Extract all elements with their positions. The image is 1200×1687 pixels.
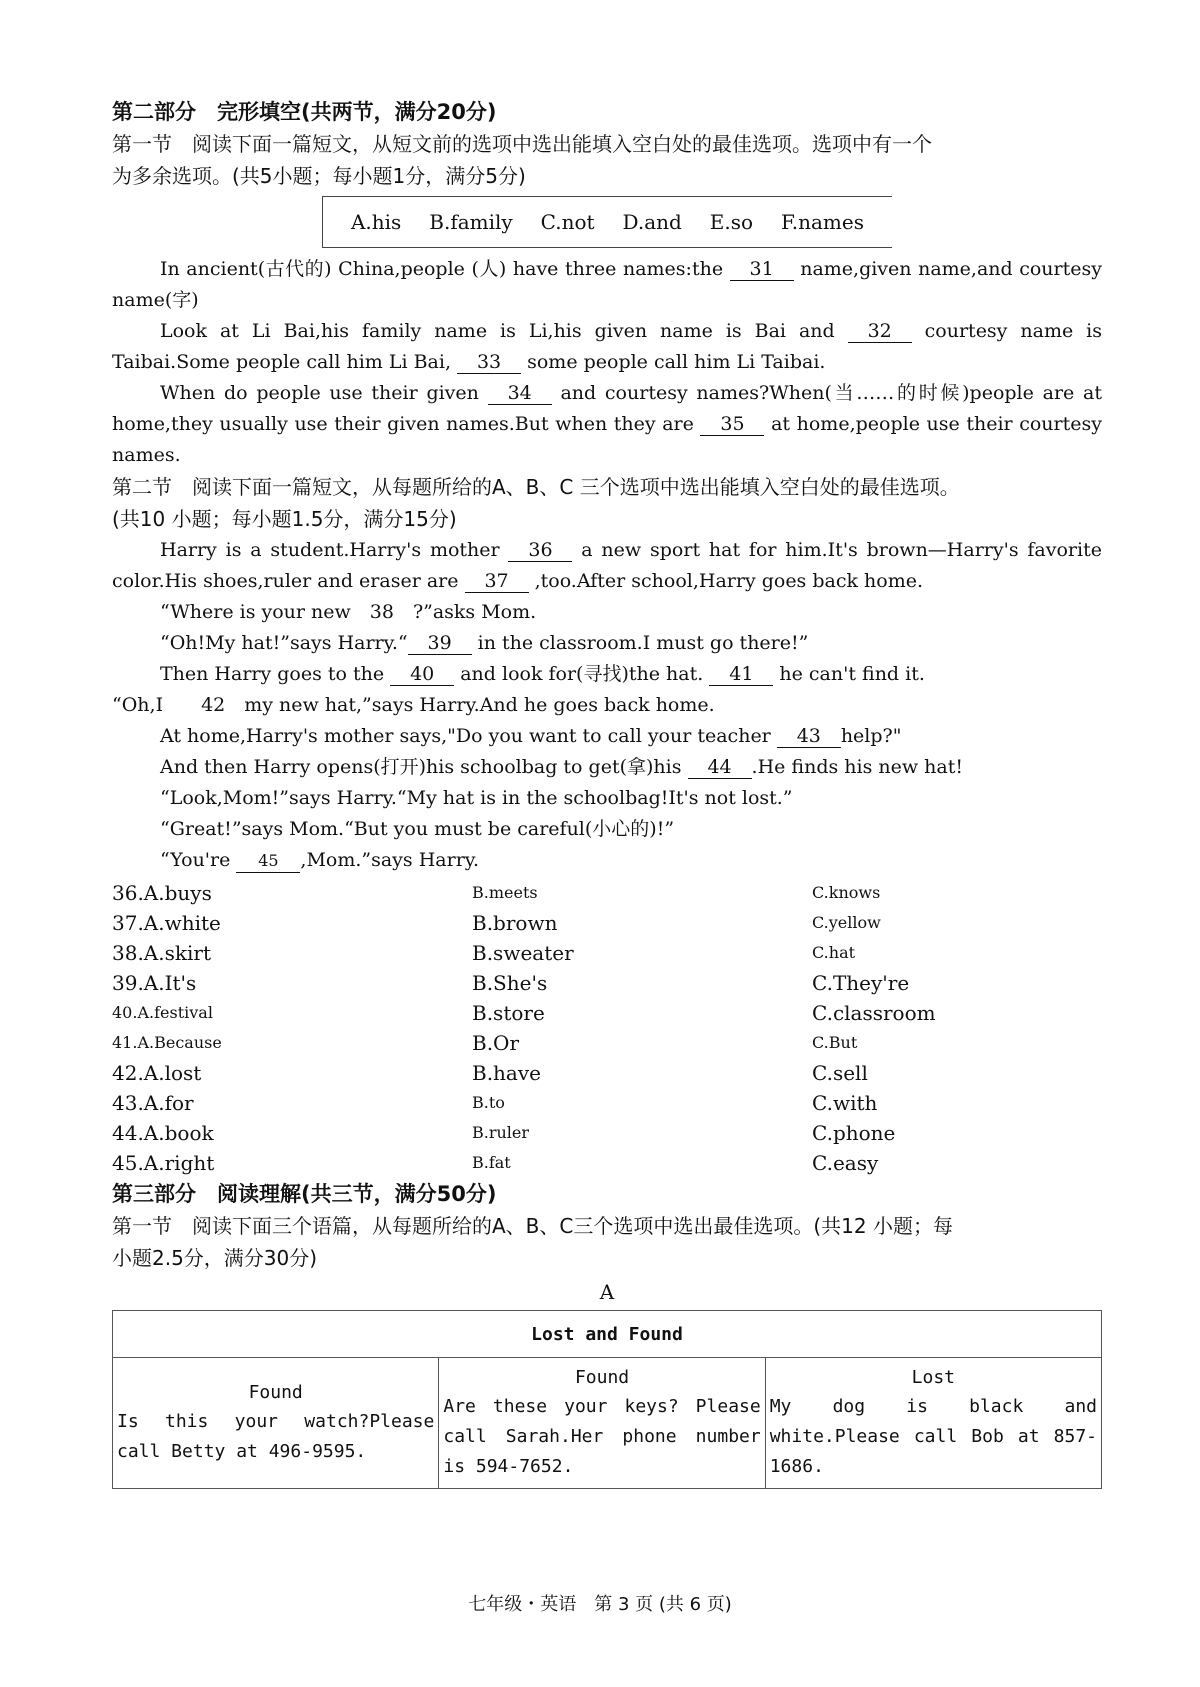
- choice-row: 36.A.buys B.meets C.knows: [112, 881, 881, 905]
- notice-cell: [765, 1358, 1101, 1489]
- notice-type: Lost: [911, 1367, 956, 1388]
- passage2-line-40: Then Harry goes to the 40 and look for(寻找)the hat. 41 he can't find it.: [160, 663, 925, 685]
- option-d: D.and: [622, 210, 682, 234]
- choice-row: 39.A.It's B.She's C.They're: [112, 971, 910, 995]
- table-title: Lost and Found: [113, 1311, 1102, 1358]
- choice-row: 38.A.skirt B.sweater C.hat: [112, 941, 856, 965]
- passage2-line-43: At home,Harry's mother says,"Do you want to call your teacher 43 help?": [160, 725, 902, 747]
- passage2-line-great: “Great!”says Mom.“But you must be careful(小心的)!”: [160, 818, 675, 840]
- passage1-paragraph2: Look at Li Bai,his family name is Li,his given name is Bai and 32 courtesy name is Taibai.Some people call him Li Bai, 33 some people call him Li Taibai.: [112, 320, 1103, 373]
- passage2-line-42: “Oh,I 42 my new hat,”says Harry.And he goes back home.: [112, 694, 715, 716]
- blank-33: 33: [457, 351, 521, 374]
- notice-cell: [439, 1358, 765, 1489]
- notice-text: Is this your watch?Please call Betty at 496-9595.: [117, 1411, 435, 1462]
- choice-row: 43.A.for B.to C.with: [112, 1091, 878, 1115]
- part3-section1-instruction-line2: 小题2.5分，满分30分): [112, 1246, 318, 1270]
- passage2-paragraph1: Harry is a student.Harry's mother 36 a new sport hat for him.It's brown—Harry's favorite color.His shoes,ruler and eraser are 37 ,too.After school,Harry goes back home.: [112, 539, 1102, 592]
- notice-type: Found: [248, 1382, 303, 1403]
- passage1-paragraph1: In ancient(古代的) China,people (人) have three names:the 31 name,given name,and courtesy name(字): [112, 258, 1102, 311]
- part3-title: 第三部分 阅读理解(共三节，满分50分): [112, 1182, 497, 1206]
- option-a: A.his: [350, 210, 402, 234]
- blank-44: 44: [688, 756, 752, 779]
- passage-label: A: [599, 1280, 615, 1304]
- blank-45: 45: [236, 850, 300, 873]
- part2-section2-instruction-line2: (共10 小题；每小题1.5分，满分15分): [112, 507, 457, 531]
- choice-row: 37.A.white B.brown C.yellow: [112, 911, 881, 935]
- blank-41: 41: [709, 663, 773, 686]
- passage2-line-39: “Oh!My hat!”says Harry.“ 39 in the classroom.I must go there!”: [160, 632, 809, 654]
- blank-32: 32: [848, 320, 912, 343]
- option-e: E.so: [709, 210, 754, 234]
- part2-title: 第二部分 完形填空(共两节，满分20分): [112, 100, 497, 124]
- choice-row: 44.A.book B.ruler C.phone: [112, 1121, 896, 1145]
- notice-text: My dog is black and white.Please call Bob at 857-1686.: [769, 1396, 1097, 1477]
- part2-section2-instruction-line1: 第二节 阅读下面一篇短文，从每题所给的A、B、C 三个选项中选出能填入空白处的最佳选项。: [112, 475, 960, 499]
- blank-34: 34: [488, 382, 552, 405]
- blank-31: 31: [730, 258, 794, 281]
- word-options-box: [322, 196, 892, 248]
- answer-choices: [112, 878, 1102, 1178]
- page-footer: 七年级・英语 第 3 页 (共 6 页): [468, 1594, 732, 1615]
- notice-cell: [113, 1358, 439, 1489]
- blank-39: 39: [408, 632, 472, 655]
- passage1-paragraph3: When do people use their given 34 and courtesy names?When(当……的时候)people are at home,they usually use their given names.But when they are 35 at home,people use their courtesy names.: [112, 382, 1102, 466]
- passage2-line-38: “Where is your new 38 ?”asks Mom.: [160, 601, 537, 623]
- passage2-line-look: “Look,Mom!”says Harry.“My hat is in the schoolbag!It's not lost.”: [160, 787, 793, 809]
- blank-43: 43: [777, 725, 841, 748]
- blank-37: 37: [465, 570, 529, 593]
- notice-type: Found: [574, 1367, 630, 1388]
- option-f: F.names: [780, 210, 864, 234]
- option-c: C.not: [540, 210, 595, 234]
- choice-row: 40.A.festival B.store C.classroom: [112, 1001, 936, 1025]
- part3-section1-instruction-line1: 第一节 阅读下面三个语篇，从每题所给的A、B、C三个选项中选出最佳选项。(共12 小题；每: [112, 1214, 953, 1238]
- choice-row: 45.A.right B.fat C.easy: [112, 1151, 879, 1175]
- blank-40: 40: [390, 663, 454, 686]
- blank-36: 36: [508, 539, 572, 562]
- part2-section1-instruction-line1: 第一节 阅读下面一篇短文，从短文前的选项中选出能填入空白处的最佳选项。选项中有一个: [112, 132, 932, 156]
- choice-row: 42.A.lost B.have C.sell: [112, 1061, 868, 1085]
- passage2-line-44: And then Harry opens(打开)his schoolbag to get(拿)his 44 .He finds his new hat!: [160, 756, 964, 778]
- option-b: B.family: [429, 210, 513, 234]
- part2-section1-instruction-line2: 为多余选项。(共5小题；每小题1分，满分5分): [112, 164, 526, 188]
- choice-row: 41.A.Because B.Or C.But: [112, 1031, 858, 1055]
- lost-and-found-table: [112, 1310, 1102, 1489]
- exam-page: [112, 96, 1102, 1489]
- passage2-line-45: “You're 45 ,Mom.”says Harry.: [160, 849, 480, 871]
- notice-text: Are these your keys? Please call Sarah.Her phone number is 594-7652.: [443, 1396, 761, 1477]
- blank-35: 35: [700, 413, 764, 436]
